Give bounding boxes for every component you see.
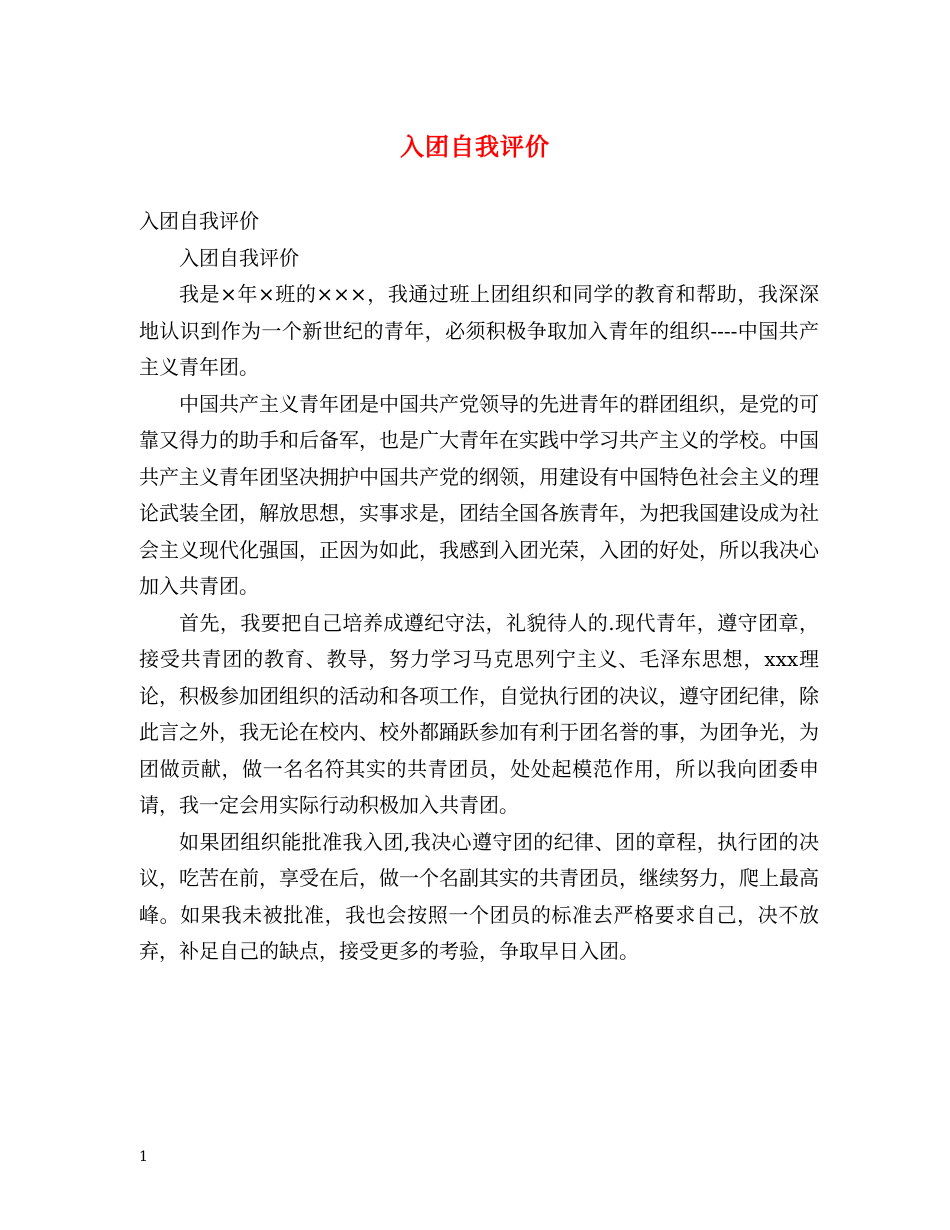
paragraph: 中国共产主义青年团是中国共产党领导的先进青年的群团组织，是党的可靠又得力的助手和后备军，也是广大青年在实践中学习共产主义的学校。中国共产主义青年团坚决拥护中国共产党的纲领，用建设有中国特色社会主义的理论武装全团，解放思想，实事求是，团结全国各族青年，为把我国建设成为社会主义现代化强国，正因为如此，我感到入团光荣，入团的好处，所以我决心加入共青团。 [139,391,819,598]
paragraph: 我是×年×班的×××，我通过班上团组织和同学的教育和帮助，我深深地认识到作为一个新世纪的青年，必须积极争取加入青年的组织----中国共产主义青年团。 [139,282,819,379]
paragraph: 如果团组织能批准我入团,我决心遵守团的纪律、团的章程，执行团的决议，吃苦在前，享受在后，做一个名副其实的共青团员，继续努力，爬上最高峰。如果我未被批准，我也会按照一个团员的标准去严格要求自己，决不放弃，补足自己的缺点，接受更多的考验，争取早日入团。 [139,829,819,963]
document-subheading: 入团自我评价 [179,245,299,270]
page-number: 1 [139,1149,148,1165]
document-body [139,203,819,970]
paragraph: 首先，我要把自己培养成遵纪守法，礼貌待人的.现代青年，遵守团章，接受共青团的教育、教导，努力学习马克思列宁主义、毛泽东思想，xxx理论，积极参加团组织的活动和各项工作，自觉执行团的决议，遵守团纪律，除此言之外，我无论在校内、校外都踊跃参加有利于团名誉的事，为团争光，为团做贡献，做一名名符其实的共青团员，处处起模范作用，所以我向团委申请，我一定会用实际行动积极加入共青团。 [139,610,819,817]
document-title: 入团自我评价 [400,132,550,161]
document-heading: 入团自我评价 [139,209,259,233]
